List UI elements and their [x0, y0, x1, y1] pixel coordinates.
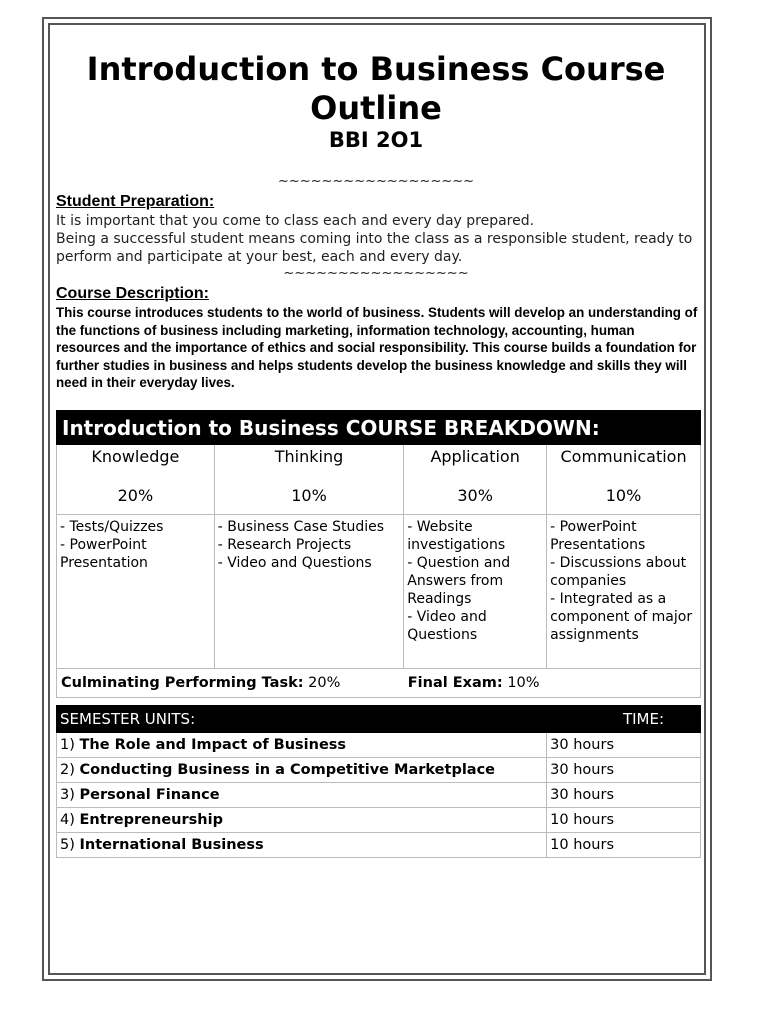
unit-cell: [57, 758, 547, 783]
table-row: [57, 733, 701, 758]
unit-time: 30 hours: [547, 758, 701, 783]
breakdown-header: Introduction to Business COURSE BREAKDOWN:: [57, 411, 701, 445]
course-description-text: This course introduces students to the world of business. Students will develop an understanding of the functions of business including marketing, information technology, accounting, human resources and the importance of ethics and social responsibility. This course builds a foundation for further studies in business and helps students develop the business knowledge and skills they will need in their everyday lives.: [56, 305, 698, 391]
course-code: BBI 2O1: [328, 128, 424, 152]
course-breakdown-table: [56, 410, 701, 698]
category-application: [404, 445, 547, 515]
unit-cell: [57, 833, 547, 858]
unit-number: 3): [60, 787, 75, 803]
student-preparation-line-1: It is important that you come to class each and every day prepared.: [56, 213, 535, 229]
unit-name: International Business: [79, 837, 264, 853]
unit-number: 1): [60, 737, 75, 753]
table-row: [57, 758, 701, 783]
table-row: [57, 833, 701, 858]
breakdown-item: - Integrated as a component of major assignments: [550, 591, 693, 643]
category-name: Communication: [560, 447, 687, 466]
unit-number: 5): [60, 837, 75, 853]
culminating-task: [57, 669, 404, 698]
semester-units-table: [56, 705, 701, 858]
breakdown-item: - Video and Questions: [407, 609, 487, 643]
culminating-label: Culminating Performing Task:: [61, 675, 304, 691]
breakdown-item: - Tests/Quizzes: [60, 519, 164, 535]
final-exam-value: 10%: [507, 675, 540, 691]
unit-cell: [57, 808, 547, 833]
unit-cell: [57, 733, 547, 758]
application-items: [404, 515, 547, 669]
unit-time: 30 hours: [547, 783, 701, 808]
breakdown-item: - PowerPoint Presentation: [60, 537, 148, 571]
student-preparation-line-2: Being a successful student means coming into the class as a responsible student, ready to perform and participate at your best, each and every day.: [56, 231, 693, 265]
category-thinking: [214, 445, 404, 515]
table-row: [57, 783, 701, 808]
culminating-value: 20%: [308, 675, 341, 691]
unit-name: Conducting Business in a Competitive Marketplace: [79, 762, 496, 778]
unit-time: 30 hours: [547, 733, 701, 758]
category-communication: [547, 445, 701, 515]
breakdown-item: - Video and Questions: [217, 555, 372, 571]
category-name: Application: [430, 447, 520, 466]
unit-number: 4): [60, 812, 75, 828]
knowledge-items: [57, 515, 215, 669]
category-percent: 10%: [605, 486, 642, 505]
category-name: Knowledge: [91, 447, 180, 466]
category-percent: 20%: [117, 486, 154, 505]
unit-time: 10 hours: [547, 833, 701, 858]
units-header: SEMESTER UNITS:: [57, 706, 547, 733]
course-description-heading: Course Description:: [56, 285, 209, 302]
divider: ~~~~~~~~~~~~~~~~~~: [277, 174, 475, 189]
unit-name: Personal Finance: [79, 787, 220, 803]
unit-time: 10 hours: [547, 808, 701, 833]
table-row: [57, 808, 701, 833]
category-percent: 30%: [457, 486, 493, 505]
final-exam-label: Final Exam:: [407, 675, 503, 691]
page-title: Introduction to Business Course Outline: [86, 50, 666, 127]
breakdown-item: - PowerPoint Presentations: [550, 519, 646, 553]
divider: ~~~~~~~~~~~~~~~~~: [283, 266, 469, 281]
unit-name: The Role and Impact of Business: [79, 737, 347, 753]
category-percent: 10%: [291, 486, 327, 505]
communication-items: [547, 515, 701, 669]
student-preparation-heading: Student Preparation:: [56, 193, 215, 210]
unit-cell: [57, 783, 547, 808]
time-header: TIME:: [547, 706, 701, 733]
final-exam: [404, 669, 701, 698]
thinking-items: [214, 515, 404, 669]
unit-name: Entrepreneurship: [79, 812, 223, 828]
breakdown-item: - Business Case Studies: [217, 519, 385, 535]
unit-number: 2): [60, 762, 75, 778]
breakdown-item: - Question and Answers from Readings: [407, 555, 511, 607]
category-knowledge: [57, 445, 215, 515]
breakdown-item: - Research Projects: [217, 537, 352, 553]
breakdown-item: - Website investigations: [407, 519, 506, 553]
breakdown-item: - Discussions about companies: [550, 555, 687, 589]
category-name: Thinking: [274, 447, 344, 466]
